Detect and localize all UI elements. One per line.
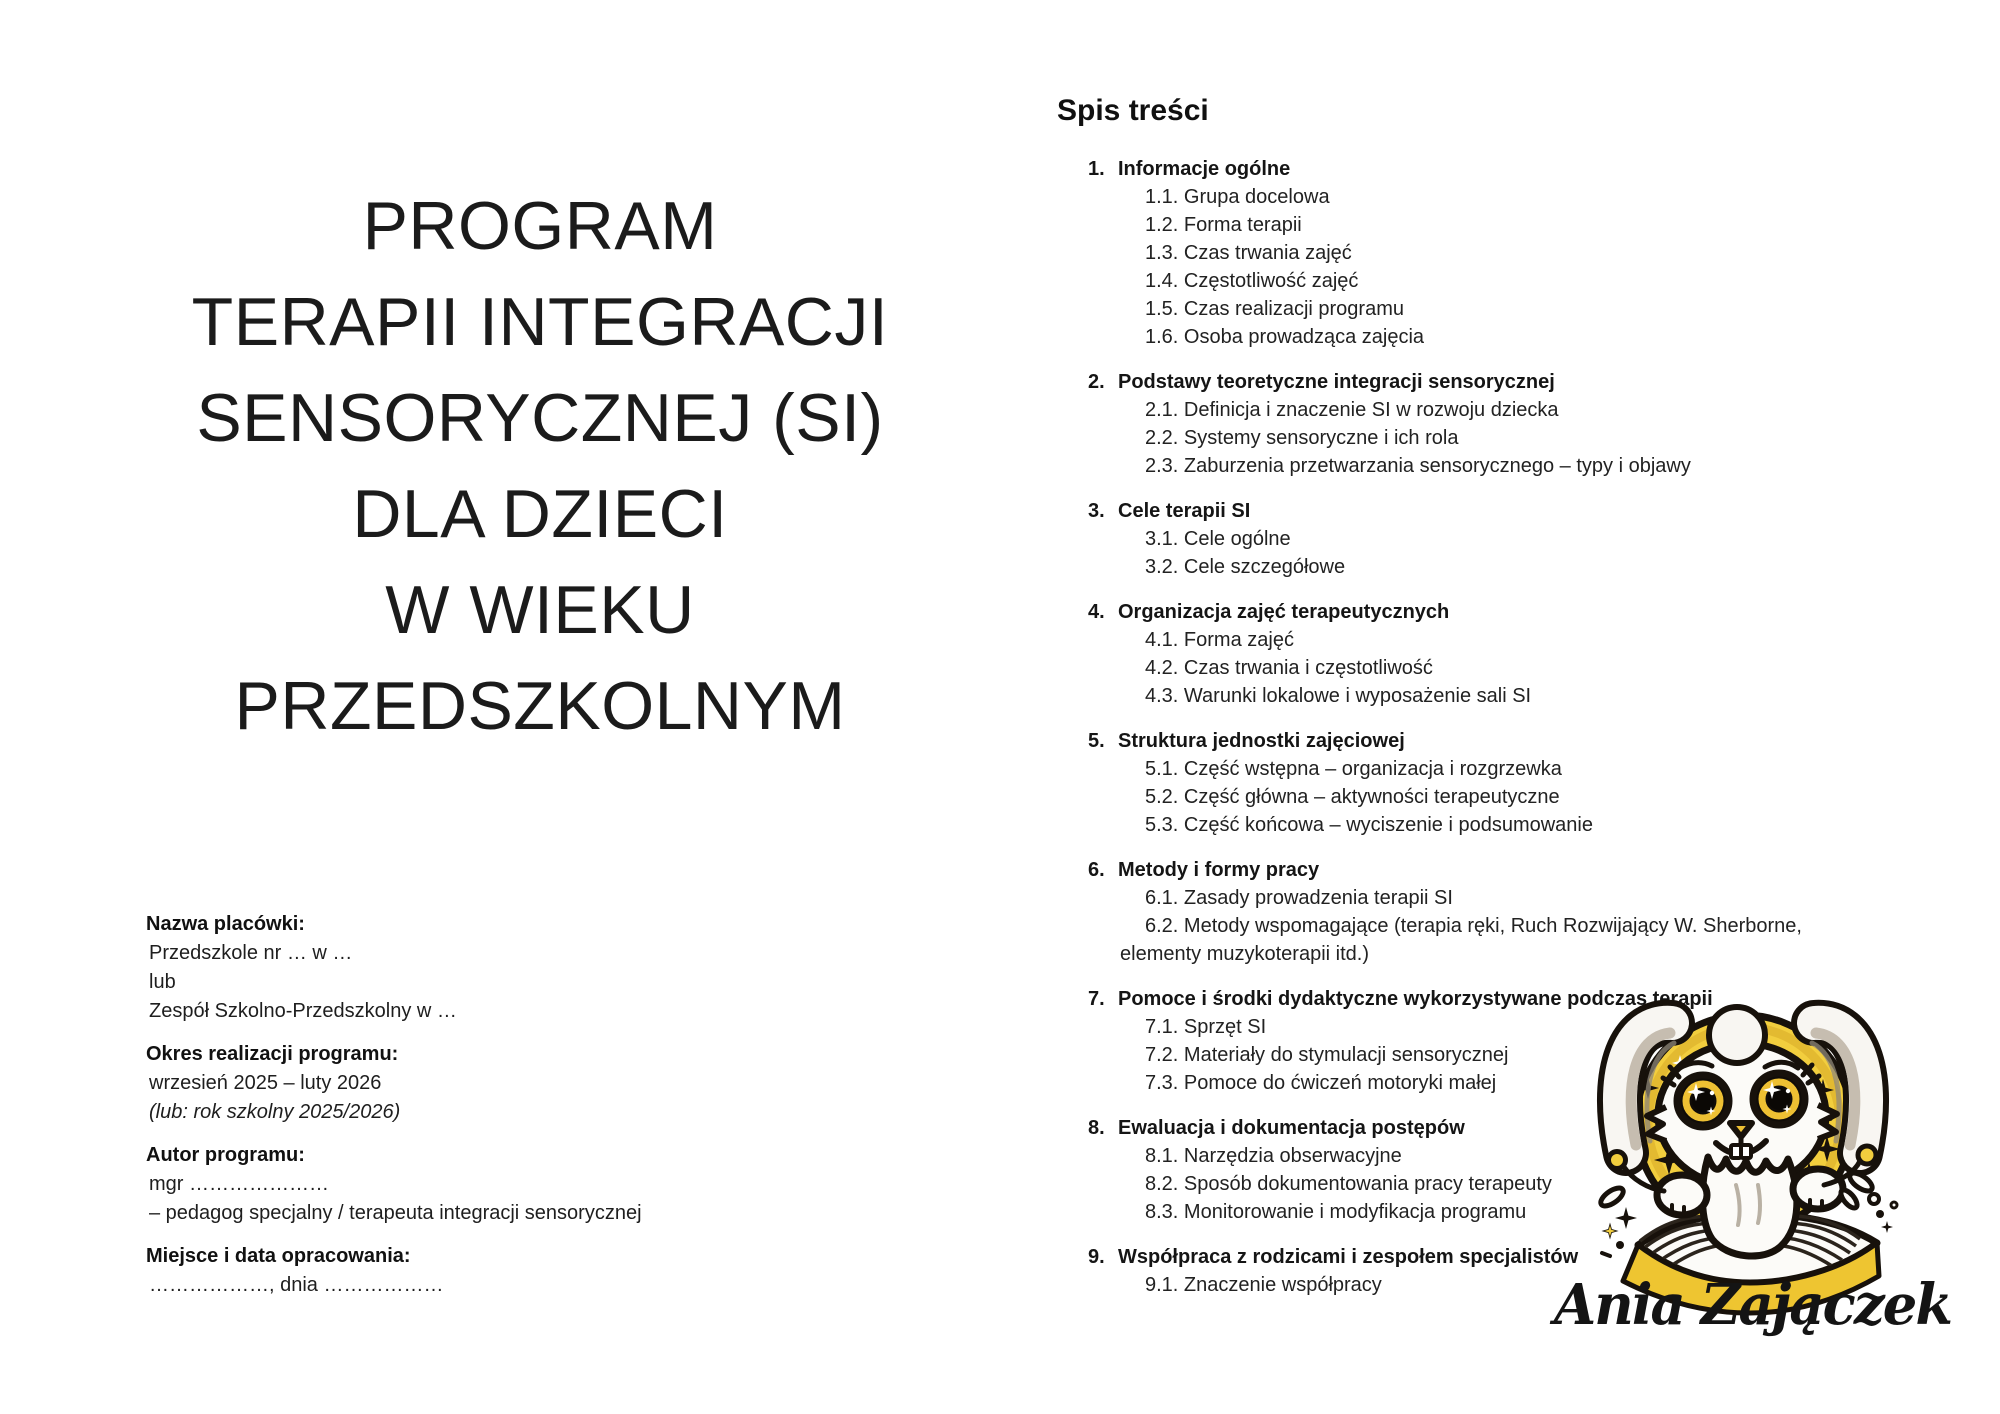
toc-section-heading [1000, 497, 2000, 525]
info-line: lub [149, 971, 176, 993]
toc-section-number: 8. [1088, 1117, 1105, 1139]
toc-section-label: Współpraca z rodzicami i zespołem specjalistów [1118, 1246, 1579, 1268]
toc-subitem: 4.1. Forma zajęć [1145, 629, 1294, 651]
info-block [146, 1141, 866, 1228]
toc-section-label: Ewaluacja i dokumentacja postępów [1118, 1117, 1465, 1139]
toc-section [1000, 497, 2000, 581]
toc-subitem: 3.2. Cele szczegółowe [1145, 556, 1346, 578]
chest-fluff [1702, 1157, 1796, 1256]
cover-title-line: W WIEKU [385, 571, 695, 648]
brand-signature: Ania Zajączek [1554, 1272, 1952, 1338]
toc-subitem: 9.1. Znaczenie współpracy [1145, 1274, 1382, 1296]
toc-section [1000, 155, 2000, 351]
toc-subitem: 7.2. Materiały do stymulacji sensorycznej [1145, 1044, 1509, 1066]
info-line: Zespół Szkolno-Przedszkolny w … [149, 1000, 457, 1022]
toc-subitem: 3.1. Cele ogólne [1145, 528, 1291, 550]
toc-subitem: 8.3. Monitorowanie i modyfikacja programu [1145, 1201, 1527, 1223]
toc-section-label: Informacje ogólne [1118, 158, 1291, 180]
toc-subitem: 2.1. Definicja i znaczenie SI w rozwoju dziecka [1145, 399, 1559, 421]
eye-icon-right [1753, 1073, 1805, 1125]
bauble-icon [1709, 1007, 1765, 1063]
cover-title-line: DLA DZIECI [352, 475, 728, 552]
info-line: ………………, dnia ……………… [149, 1274, 444, 1296]
cover-title [40, 178, 1040, 754]
toc-subitem: 7.1. Sprzęt SI [1145, 1016, 1267, 1038]
toc-section-number: 1. [1088, 158, 1105, 180]
toc-section [1000, 856, 2000, 968]
toc-section-label: Podstawy teoretyczne integracji sensorycznej [1118, 371, 1555, 393]
toc-section-number: 4. [1088, 601, 1105, 623]
toc-section-label: Pomoce i środki dydaktyczne wykorzystywane podczas terapii [1118, 988, 1713, 1010]
toc-subitem: 5.2. Część główna – aktywności terapeutyczne [1145, 786, 1560, 808]
toc-section-heading [1000, 368, 2000, 396]
toc-subitem: 1.2. Forma terapii [1145, 214, 1302, 236]
info-line: (lub: rok szkolny 2025/2026) [149, 1101, 401, 1123]
cover-info-blocks [146, 910, 866, 1314]
toc-subitem: 1.6. Osoba prowadząca zajęcia [1145, 326, 1425, 348]
toc-page [1000, 0, 2000, 1414]
toc-subitem: 2.2. Systemy sensoryczne i ich rola [1145, 427, 1459, 449]
toc-section-number: 2. [1088, 371, 1105, 393]
toc-subitem: 2.3. Zaburzenia przetwarzania sensorycznego – typy i objawy [1145, 455, 1691, 477]
toc-section-label: Metody i formy pracy [1118, 859, 1320, 881]
toc-section-number: 3. [1088, 500, 1105, 522]
info-label: Okres realizacji programu: [146, 1043, 399, 1065]
toc-section-heading [1000, 727, 2000, 755]
toc-section [1000, 727, 2000, 839]
info-block [146, 1242, 866, 1300]
toc-section-label: Cele terapii SI [1118, 500, 1251, 522]
toc-section-label: Struktura jednostki zajęciowej [1118, 730, 1405, 752]
toc-title: Spis treści [1057, 94, 1209, 127]
toc-subitem: 1.4. Częstotliwość zajęć [1145, 270, 1359, 292]
toc-subitem: 4.3. Warunki lokalowe i wyposażenie sali SI [1145, 685, 1532, 707]
cover-title-line: PROGRAM [362, 187, 718, 264]
toc-subitem: 5.3. Część końcowa – wyciszenie i podsumowanie [1145, 814, 1593, 836]
info-block [146, 910, 866, 1026]
toc-subitem: 1.5. Czas realizacji programu [1145, 298, 1404, 320]
info-line: – pedagog specjalny / terapeuta integracji sensorycznej [149, 1202, 642, 1224]
toc-subitem: 1.3. Czas trwania zajęć [1145, 242, 1352, 264]
info-block [146, 1040, 866, 1127]
toc-subitem: 8.1. Narzędzia obserwacyjne [1145, 1145, 1402, 1167]
eye-icon-left [1677, 1075, 1729, 1127]
info-label: Autor programu: [146, 1144, 305, 1166]
toc-section-heading [1000, 155, 2000, 183]
toc-section-heading [1000, 856, 2000, 884]
toc-subitem: 7.3. Pomoce do ćwiczeń motoryki małej [1145, 1072, 1497, 1094]
cover-title-line: SENSORYCZNEJ (SI) [196, 379, 884, 456]
toc-section-number: 9. [1088, 1246, 1105, 1268]
toc-section-number: 5. [1088, 730, 1105, 752]
info-line: mgr ………………… [149, 1173, 329, 1195]
cover-title-line: TERAPII INTEGRACJI [191, 283, 889, 360]
toc-subitem: 6.2. Metody wspomagające (terapia ręki, Ruch Rozwijający W. Sherborne, [1145, 915, 1802, 937]
toc-subitem: 5.1. Część wstępna – organizacja i rozgrzewka [1145, 758, 1562, 780]
toc-section [1000, 598, 2000, 710]
toc-section-number: 7. [1088, 988, 1105, 1010]
toc-section-number: 6. [1088, 859, 1105, 881]
toc-section [1000, 368, 2000, 480]
info-line: Przedszkole nr … w … [149, 942, 353, 964]
info-label: Miejsce i data opracowania: [146, 1245, 411, 1267]
cover-title-line: PRZEDSZKOLNYM [234, 667, 846, 744]
toc-section-heading [1000, 598, 2000, 626]
toc-section-label: Organizacja zajęć terapeutycznych [1118, 601, 1450, 623]
toc-subitem-continuation: elementy muzykoterapii itd.) [1120, 943, 1369, 965]
toc-subitem: 4.2. Czas trwania i częstotliwość [1145, 657, 1433, 679]
info-line: wrzesień 2025 – luty 2026 [149, 1072, 382, 1094]
toc-subitem: 6.1. Zasady prowadzenia terapii SI [1145, 887, 1453, 909]
toc-subitem: 1.1. Grupa docelowa [1145, 186, 1330, 208]
toc-subitem: 8.2. Sposób dokumentowania pracy terapeuty [1145, 1173, 1552, 1195]
info-label: Nazwa placówki: [146, 913, 305, 935]
